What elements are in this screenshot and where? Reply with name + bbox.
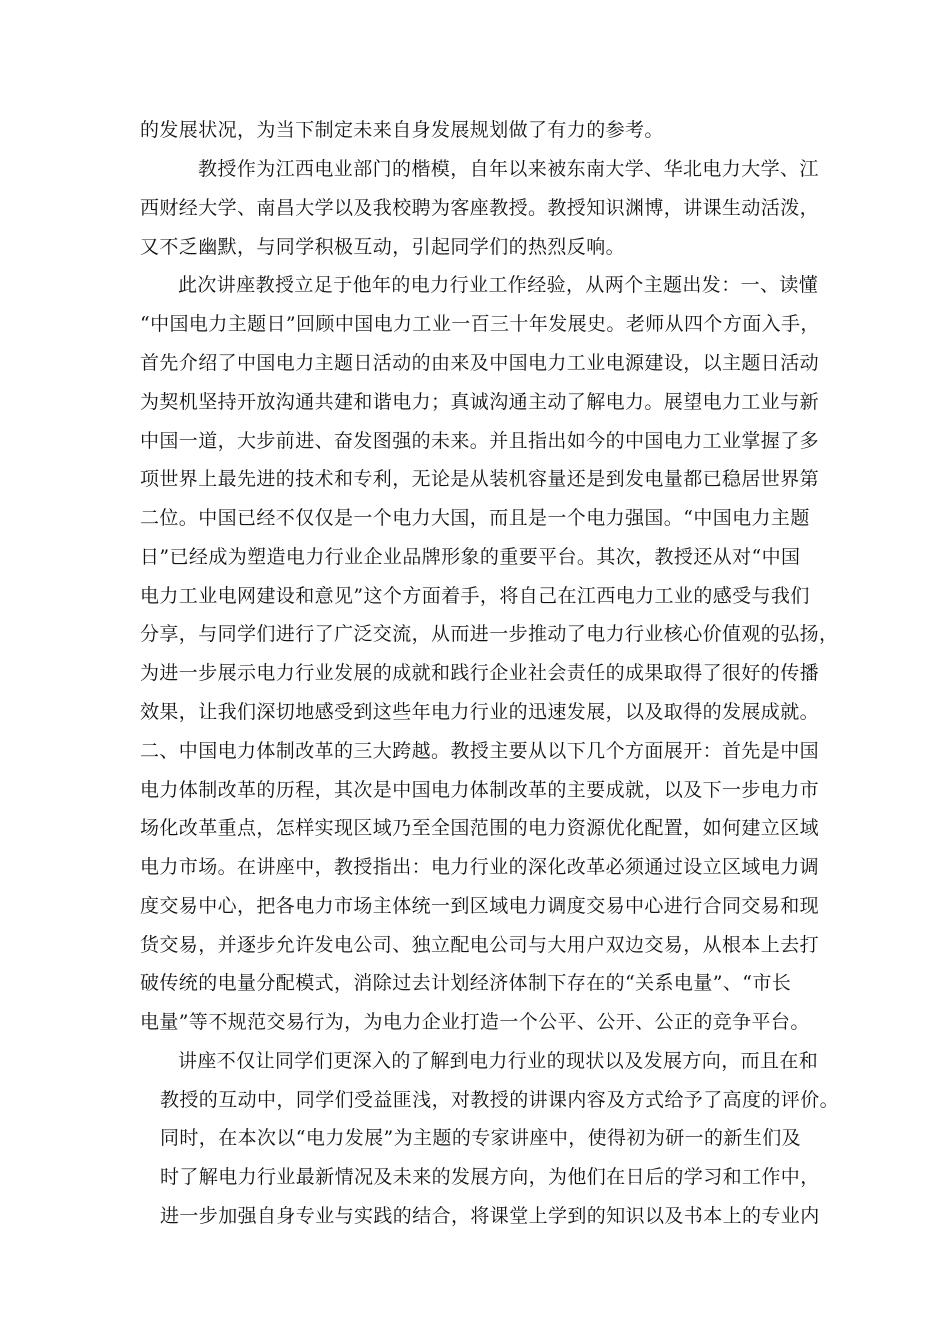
text-line: 电力工业电网建设和意见”这个方面着手，将自己在江西电力工业的感受与我们 (140, 585, 810, 607)
text-line: 为契机坚持开放沟通共建和谐电力；真诚沟通主动了解电力。展望电力工业与新 (140, 391, 820, 413)
text-line: 分享，与同学们进行了广泛交流，从而进一步推动了电力行业核心价值观的弘扬， (140, 623, 839, 645)
text-line: 为进一步展示电力行业发展的成就和践行企业社会责任的成果取得了很好的传播 (140, 662, 820, 684)
text-line: 度交易中心，把各电力市场主体统一到区域电力调度交易中心进行合同交易和现 (140, 895, 820, 917)
text-line: 二位。中国已经不仅仅是一个电力大国，而且是一个电力强国。“中国电力主题 (140, 507, 810, 529)
text-line: 进一步加强自身专业与实践的结合，将课堂上学到的知识以及书本上的专业内 (160, 1205, 820, 1227)
text-line: 西财经大学、南昌大学以及我校聘为客座教授。教授知识渊博，讲课生动活泼， (140, 197, 820, 219)
text-line: 教授的互动中，同学们受益匪浅，对教授的讲课内容及方式给予了高度的评价。 (160, 1089, 840, 1111)
text-line: 同时，在本次以“电力发展”为主题的专家讲座中，使得初为研一的新生们及 (160, 1127, 802, 1149)
text-line: 中国一道，大步前进、奋发图强的未来。并且指出如今的中国电力工业掌握了多 (140, 430, 820, 452)
text-line: 电力市场。在讲座中，教授指出：电力行业的深化改革必须通过设立区域电力调 (140, 856, 820, 878)
text-line: 破传统的电量分配模式，消除过去计划经济体制下存在的“关系电量”、“市长 (140, 972, 792, 994)
text-line: 效果，让我们深切地感受到这些年电力行业的迅速发展，以及取得的发展成就。 (140, 701, 820, 723)
text-line: 货交易，并逐步允许发电公司、独立配电公司与大用户双边交易，从根本上去打 (140, 934, 820, 956)
text-line: 又不乏幽默，与同学积极互动，引起同学们的热烈反响。 (140, 236, 626, 258)
text-line: 二、中国电力体制改革的三大跨越。教授主要从以下几个方面展开：首先是中国 (140, 740, 820, 762)
text-line: 教授作为江西电业部门的楷模，自年以来被东南大学、华北电力大学、江 (198, 158, 819, 180)
text-line: 场化改革重点，怎样实现区域乃至全国范围的电力资源优化配置，如何建立区域 (140, 817, 820, 839)
text-line: 讲座不仅让同学们更深入的了解到电力行业的现状以及发展方向，而且在和 (178, 1050, 819, 1072)
text-line: 电力体制改革的历程，其次是中国电力体制改革的主要成就，以及下一步电力市 (140, 779, 820, 801)
text-line: 此次讲座教授立足于他年的电力行业工作经验，从两个主题出发：一、读懂 (178, 274, 819, 296)
text-line: “中国电力主题日”回顾中国电力工业一百三十年发展史。老师从四个方面入手， (140, 313, 820, 335)
text-line: 的发展状况，为当下制定未来自身发展规划做了有力的参考。 (140, 119, 664, 141)
text-line: 日”已经成为塑造电力行业企业品牌形象的重要平台。其次，教授还从对“中国 (140, 546, 801, 568)
text-line: 时了解电力行业最新情况及未来的发展方向，为他们在日后的学习和工作中， (160, 1166, 820, 1188)
text-line: 电量”等不规范交易行为，为电力企业打造一个公平、公开、公正的竞争平台。 (140, 1011, 810, 1033)
text-line: 项世界上最先进的技术和专利，无论是从装机容量还是到发电量都已稳居世界第 (140, 468, 820, 490)
text-line: 首先介绍了中国电力主题日活动的由来及中国电力工业电源建设，以主题日活动 (140, 352, 820, 374)
